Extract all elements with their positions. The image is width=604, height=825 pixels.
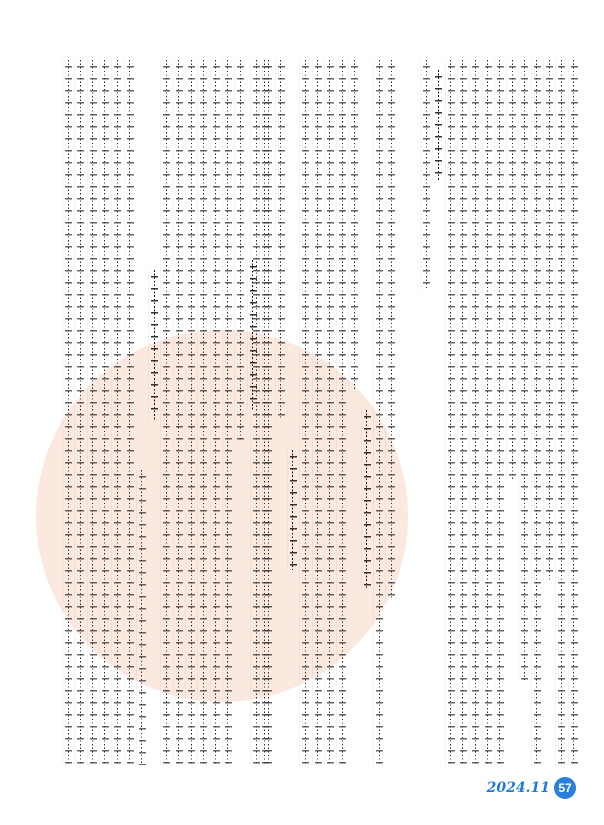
text-line xyxy=(506,60,518,480)
text-line xyxy=(275,60,287,420)
text-line xyxy=(210,60,222,765)
text-line xyxy=(445,60,457,765)
text-line xyxy=(111,60,123,765)
text-line xyxy=(87,60,99,765)
text-line xyxy=(99,60,111,765)
text-line xyxy=(299,60,311,765)
text-line xyxy=(373,60,385,765)
text-line xyxy=(312,60,324,765)
issue-date: 2024.11 xyxy=(486,780,550,796)
text-line xyxy=(494,60,506,765)
text-line xyxy=(336,60,348,765)
text-column-right xyxy=(420,60,421,770)
text-line xyxy=(482,60,494,765)
text-column-left xyxy=(62,60,63,770)
text-line xyxy=(469,60,481,765)
section-heading-line xyxy=(148,270,160,420)
text-line xyxy=(324,60,336,765)
section-heading-line xyxy=(287,450,299,570)
text-line xyxy=(385,60,397,600)
page-footer xyxy=(487,777,576,799)
text-line xyxy=(555,60,567,765)
text-line xyxy=(124,60,136,765)
text-line xyxy=(62,60,74,765)
page-number: 57 xyxy=(554,777,576,799)
text-column-middle xyxy=(250,60,251,770)
text-line xyxy=(543,60,555,580)
text-line xyxy=(250,60,262,765)
text-line xyxy=(420,60,432,290)
text-line xyxy=(518,60,530,680)
text-line xyxy=(262,60,274,765)
text-line xyxy=(531,60,543,765)
text-line xyxy=(568,60,580,765)
text-line xyxy=(185,60,197,765)
text-line xyxy=(234,60,246,440)
section-heading-line xyxy=(432,70,444,180)
text-line xyxy=(457,60,469,765)
text-line xyxy=(74,60,86,765)
text-line xyxy=(173,60,185,765)
text-line xyxy=(197,60,209,765)
section-heading-line xyxy=(361,410,373,590)
text-line xyxy=(160,60,172,765)
text-line xyxy=(222,60,234,765)
text-line xyxy=(136,470,148,765)
text-line xyxy=(348,60,360,390)
